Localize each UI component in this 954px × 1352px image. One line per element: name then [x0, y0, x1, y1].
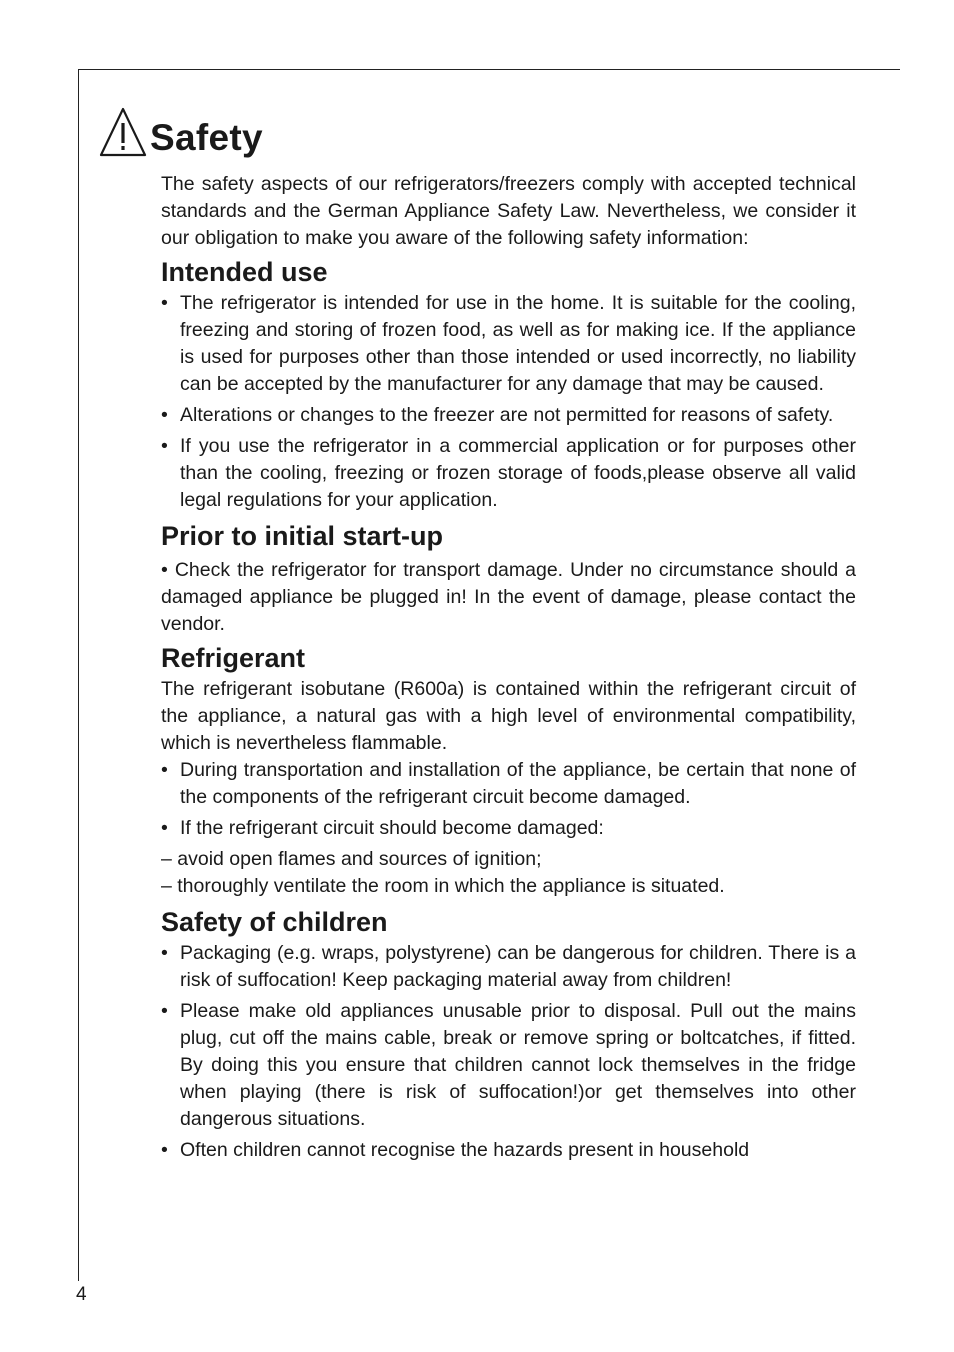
- prior-startup-text: • Check the refrigerator for transport damage. Under no circumstance should a damaged appliance be plugged in! In the event of damage, please contact the vendor.: [161, 559, 856, 635]
- intro-paragraph: The safety aspects of our refrigerators/freezers comply with accepted technical standards and the German Appliance Safety Law. Nevertheless, we consider it our obligation to make you aware of the following safety information:: [161, 173, 856, 249]
- heading-prior-startup: Prior to initial start-up: [161, 521, 444, 551]
- list-item: • Packaging (e.g. wraps, polystyrene) can be dangerous for children. There is a risk of suffocation! Keep packaging material away from children!: [161, 940, 856, 994]
- dash-item: – thoroughly ventilate the room in which the appliance is situated.: [161, 875, 725, 897]
- list-item: • Often children cannot recognise the hazards present in household: [161, 1137, 856, 1164]
- heading-refrigerant: Refrigerant: [161, 643, 306, 673]
- dash-item: – avoid open flames and sources of ignition;: [161, 848, 542, 870]
- refrigerant-intro: The refrigerant isobutane (R600a) is contained within the refrigerant circuit of the appliance, a natural gas with a high level of environmental compatibility, which is nevertheless flammable.: [161, 678, 856, 754]
- list-item: • During transportation and installation of the appliance, be certain that none of the components of the refrigerant circuit become damaged.: [161, 757, 856, 811]
- page-title: Safety: [150, 117, 263, 158]
- left-rule: [78, 69, 79, 1281]
- children-list: [161, 940, 856, 1164]
- list-item: • Alterations or changes to the freezer are not permitted for reasons of safety.: [161, 402, 856, 429]
- heading-intended-use: Intended use: [161, 257, 328, 287]
- list-item: • Please make old appliances unusable prior to disposal. Pull out the mains plug, cut off the mains cable, break or remove spring or boltcatches, if fitted. By doing this you ensure that children cannot lock themselves in the fridge when playing (there is risk of suffocation!)or get themselves into other dangerous situations.: [161, 998, 856, 1133]
- top-rule: [78, 69, 900, 70]
- list-item: • The refrigerator is intended for use in the home. It is suitable for the cooling, freezing and storing of frozen food, as well as for making ice. If the appliance is used for purposes other than those intended or used incorrectly, no liability can be accepted by the manufacturer for any damage that may be caused.: [161, 290, 856, 398]
- list-item: • If you use the refrigerator in a commercial application or for purposes other than the cooling, freezing or frozen storage of foods,please observe all valid legal regulations for your application.: [161, 433, 856, 514]
- title-row: [98, 98, 263, 158]
- list-item: • If the refrigerant circuit should become damaged:: [161, 815, 856, 842]
- content: [161, 171, 856, 1168]
- page-number: 4: [76, 1284, 87, 1305]
- warning-triangle-icon: [98, 106, 148, 158]
- refrigerant-list: [161, 757, 856, 842]
- heading-children: Safety of children: [161, 907, 388, 937]
- intended-use-list: [161, 290, 856, 514]
